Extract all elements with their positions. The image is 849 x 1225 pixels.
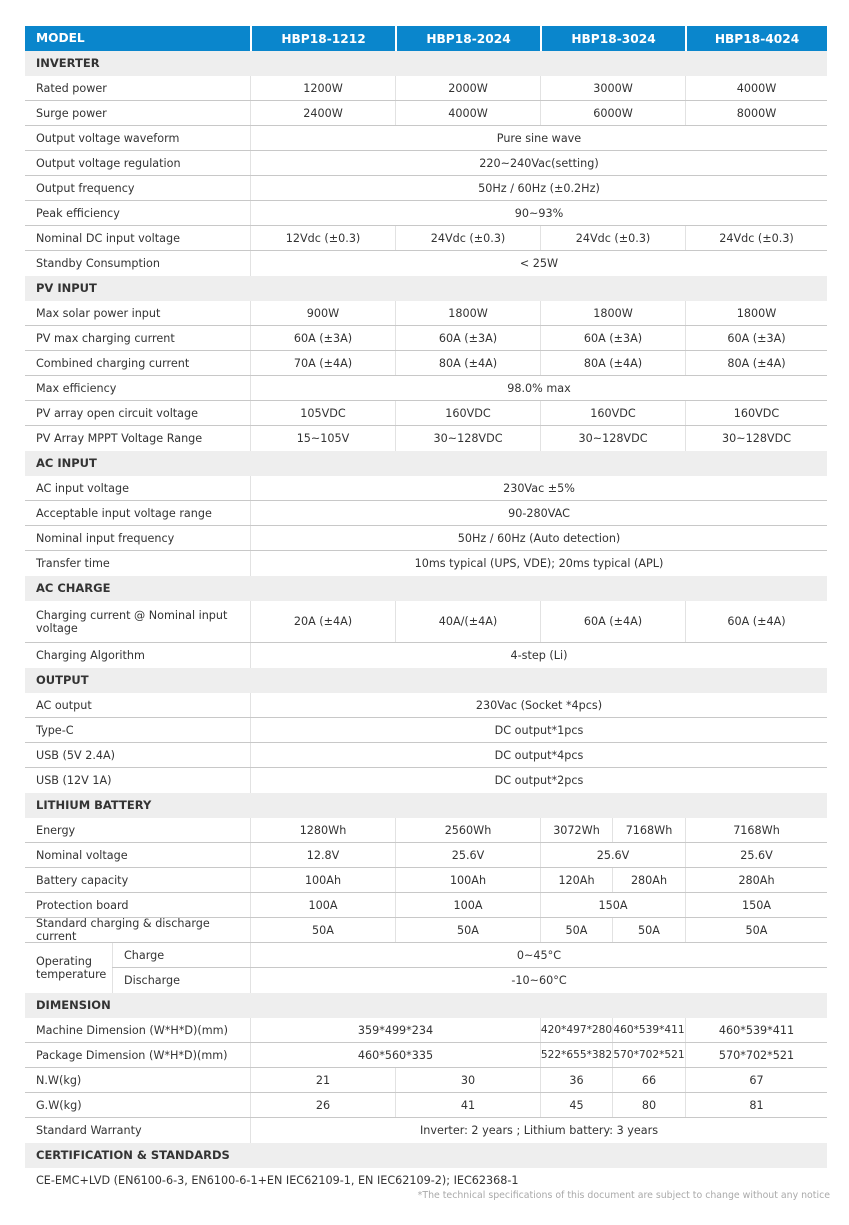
- cell-value: 522*655*382: [540, 1043, 612, 1067]
- cell-value: 100A: [395, 893, 540, 917]
- certification-text: CE-EMC+LVD (EN6100-6-3, EN6100-6-1+EN IEC62109-1, EN IEC62109-2); IEC62368-1: [36, 1174, 519, 1187]
- cell-value: DC output*2pcs: [250, 768, 827, 793]
- cell-value: 220~240Vac(setting): [250, 151, 827, 175]
- cell-value: 105VDC: [250, 401, 395, 425]
- cell-value: 100Ah: [395, 868, 540, 892]
- row-label: PV Array MPPT Voltage Range: [36, 432, 203, 445]
- model-header: MODEL: [36, 31, 85, 45]
- cell-value: 100Ah: [250, 868, 395, 892]
- cell-value: 98.0% max: [250, 376, 827, 400]
- cell-value: 4000W: [395, 101, 540, 125]
- cell-value: 420*497*280: [540, 1018, 612, 1042]
- table-row: [25, 718, 827, 743]
- cell-value: 7168Wh: [685, 818, 827, 842]
- table-row: [25, 476, 827, 501]
- cell-value: 70A (±4A): [250, 351, 395, 375]
- cell-value: 80: [612, 1093, 685, 1117]
- spec-table: [25, 26, 827, 1193]
- cell-value: 50A: [685, 918, 827, 942]
- cell-value: 160VDC: [395, 401, 540, 425]
- cell-value: 359*499*234: [250, 1018, 540, 1042]
- table-row: [25, 918, 827, 943]
- cell-value: 30~128VDC: [540, 426, 685, 451]
- table-row: [25, 1068, 827, 1093]
- cell-value: 26: [250, 1093, 395, 1117]
- row-label: Standard charging & discharge current: [36, 917, 210, 943]
- cell-value: 50A: [540, 918, 612, 942]
- cell-value: 160VDC: [540, 401, 685, 425]
- cell-value: 80A (±4A): [395, 351, 540, 375]
- section-lithium-battery: [25, 793, 827, 818]
- cell-value: 230Vac ±5%: [250, 476, 827, 500]
- cell-value: Inverter: 2 years ; Lithium battery: 3 years: [250, 1118, 827, 1143]
- cell-value: 3000W: [540, 76, 685, 100]
- table-row: [25, 376, 827, 401]
- section-title: OUTPUT: [36, 673, 89, 687]
- row-label: Operating temperature: [36, 955, 107, 981]
- cell-value: 8000W: [685, 101, 827, 125]
- cell-value: 60A (±3A): [395, 326, 540, 350]
- row-label: PV array open circuit voltage: [36, 406, 199, 420]
- cell-value: 230Vac (Socket *4pcs): [250, 693, 827, 717]
- cell-value: 30~128VDC: [685, 426, 827, 451]
- section-title: INVERTER: [36, 56, 100, 70]
- row-label: Max efficiency: [36, 381, 117, 395]
- section-title: AC INPUT: [36, 456, 97, 470]
- table-row: [25, 843, 827, 868]
- row-label: G.W(kg): [36, 1098, 82, 1112]
- table-row: [25, 1043, 827, 1068]
- table-row: [25, 693, 827, 718]
- section-title: LITHIUM BATTERY: [36, 798, 152, 812]
- table-row: [25, 818, 827, 843]
- cell-value: 25.6V: [685, 843, 827, 867]
- table-row: [25, 893, 827, 918]
- row-label: USB (12V 1A): [36, 774, 112, 787]
- row-label: Transfer time: [36, 557, 110, 570]
- row-label: Nominal DC input voltage: [36, 231, 180, 245]
- cell-value: 1280Wh: [250, 818, 395, 842]
- cell-value: 160VDC: [685, 401, 827, 425]
- section-title: CERTIFICATION & STANDARDS: [36, 1148, 230, 1162]
- row-sublabel: Discharge: [112, 968, 250, 993]
- row-label: Rated power: [36, 81, 107, 95]
- cell-value: 60A (±3A): [250, 326, 395, 350]
- operating-temperature-group: [25, 943, 827, 993]
- cell-value: 150A: [685, 893, 827, 917]
- cell-value: 90-280VAC: [250, 501, 827, 525]
- row-label: Battery capacity: [36, 873, 129, 887]
- row-label: AC input voltage: [36, 481, 129, 495]
- cell-value: 150A: [540, 893, 685, 917]
- cell-value: 60A (±4A): [685, 601, 827, 642]
- table-row: [25, 176, 827, 201]
- table-row: [25, 743, 827, 768]
- cell-value: 460*539*411: [612, 1018, 685, 1042]
- cell-value: 41: [395, 1093, 540, 1117]
- row-label: Machine Dimension (W*H*D)(mm): [36, 1023, 228, 1037]
- row-label: Type-C: [36, 723, 74, 737]
- cell-value: 1800W: [395, 301, 540, 325]
- cell-value: 50A: [250, 918, 395, 942]
- footnote: *The technical specifications of this document are subject to change without any notice: [417, 1190, 830, 1201]
- cell-value: 45: [540, 1093, 612, 1117]
- model-1212: HBP18-1212: [250, 26, 395, 51]
- section-title: PV INPUT: [36, 281, 97, 295]
- cell-value: 570*702*521: [612, 1043, 685, 1067]
- section-title: DIMENSION: [36, 998, 111, 1012]
- cell-value: 30: [395, 1068, 540, 1092]
- row-label: Package Dimension (W*H*D)(mm): [36, 1048, 228, 1062]
- row-label: Charging Algorithm: [36, 649, 145, 662]
- cell-value: DC output*1pcs: [250, 718, 827, 742]
- table-row: [25, 551, 827, 576]
- cell-value: 25.6V: [395, 843, 540, 867]
- row-label: Output frequency: [36, 181, 135, 195]
- row-label: Output voltage regulation: [36, 156, 181, 170]
- cell-value: 2400W: [250, 101, 395, 125]
- table-row: [25, 101, 827, 126]
- cell-value: 24Vdc (±0.3): [685, 226, 827, 250]
- row-label: Peak efficiency: [36, 206, 120, 220]
- table-row: [25, 526, 827, 551]
- section-output: [25, 668, 827, 693]
- cell-value: 66: [612, 1068, 685, 1092]
- table-row: [25, 1093, 827, 1118]
- row-sublabel: Charge: [112, 943, 250, 967]
- section-ac-input: [25, 451, 827, 476]
- table-row: [25, 501, 827, 526]
- cell-value: 80A (±4A): [685, 351, 827, 375]
- cell-value: 12.8V: [250, 843, 395, 867]
- section-pv-input: [25, 276, 827, 301]
- cell-value: 570*702*521: [685, 1043, 827, 1067]
- cell-value: 4-step (Li): [250, 643, 827, 668]
- cell-value: -10~60°C: [250, 968, 827, 993]
- table-row: [25, 643, 827, 668]
- cell-value: 120Ah: [540, 868, 612, 892]
- cell-value: 50A: [612, 918, 685, 942]
- row-label: Surge power: [36, 106, 107, 120]
- cell-value: 100A: [250, 893, 395, 917]
- row-label: AC output: [36, 698, 92, 712]
- table-row: [25, 226, 827, 251]
- cell-value: 0~45°C: [250, 943, 827, 967]
- table-row: [25, 351, 827, 376]
- cell-value: 21: [250, 1068, 395, 1092]
- row-label: Standby Consumption: [36, 257, 160, 270]
- cell-value: 900W: [250, 301, 395, 325]
- table-row: [25, 201, 827, 226]
- table-row: [25, 768, 827, 793]
- row-label: Max solar power input: [36, 306, 161, 320]
- cell-value: 10ms typical (UPS, VDE); 20ms typical (APL): [250, 551, 827, 576]
- cell-value: 40A/(±4A): [395, 601, 540, 642]
- cell-value: 36: [540, 1068, 612, 1092]
- table-row: [112, 968, 827, 993]
- row-label: Nominal voltage: [36, 848, 128, 862]
- model-4024: HBP18-4024: [685, 26, 827, 51]
- cell-value: 24Vdc (±0.3): [395, 226, 540, 250]
- cell-value: 4000W: [685, 76, 827, 100]
- cell-value: 2560Wh: [395, 818, 540, 842]
- cell-value: 81: [685, 1093, 827, 1117]
- table-row: [25, 126, 827, 151]
- row-label: Protection board: [36, 898, 129, 912]
- table-row: [25, 251, 827, 276]
- row-label: PV max charging current: [36, 331, 175, 345]
- cell-value: 50Hz / 60Hz (Auto detection): [250, 526, 827, 550]
- cell-value: 280Ah: [685, 868, 827, 892]
- cell-value: 20A (±4A): [250, 601, 395, 642]
- cell-value: 30~128VDC: [395, 426, 540, 451]
- cell-value: 2000W: [395, 76, 540, 100]
- row-label: Combined charging current: [36, 356, 190, 370]
- section-inverter: [25, 51, 827, 76]
- cell-value: 460*560*335: [250, 1043, 540, 1067]
- row-label: Output voltage waveform: [36, 131, 180, 145]
- cell-value: 80A (±4A): [540, 351, 685, 375]
- table-row: [25, 151, 827, 176]
- row-label: Acceptable input voltage range: [36, 506, 212, 520]
- cell-value: DC output*4pcs: [250, 743, 827, 767]
- cell-value: 7168Wh: [612, 818, 685, 842]
- cell-value: 460*539*411: [685, 1018, 827, 1042]
- table-row: [25, 301, 827, 326]
- table-row: [25, 326, 827, 351]
- row-label: Charging current @ Nominal input voltage: [36, 608, 228, 635]
- cell-value: 50Hz / 60Hz (±0.2Hz): [250, 176, 827, 200]
- model-3024: HBP18-3024: [540, 26, 685, 51]
- section-title: AC CHARGE: [36, 581, 111, 595]
- row-label: Energy: [36, 823, 76, 837]
- cell-value: 1800W: [685, 301, 827, 325]
- cell-value: 25.6V: [540, 843, 685, 867]
- row-label: USB (5V 2.4A): [36, 748, 116, 762]
- row-label: Nominal input frequency: [36, 531, 175, 545]
- cell-value: < 25W: [250, 251, 827, 276]
- cell-value: 15~105V: [250, 426, 395, 451]
- cell-value: 24Vdc (±0.3): [540, 226, 685, 250]
- cell-value: 6000W: [540, 101, 685, 125]
- cell-value: 90~93%: [250, 201, 827, 225]
- cell-value: 60A (±3A): [540, 326, 685, 350]
- table-row: [25, 401, 827, 426]
- row-label: N.W(kg): [36, 1073, 82, 1087]
- cell-value: 50A: [395, 918, 540, 942]
- table-row: [25, 868, 827, 893]
- model-2024: HBP18-2024: [395, 26, 540, 51]
- table-row: [25, 426, 827, 451]
- cell-value: 1800W: [540, 301, 685, 325]
- cell-value: 3072Wh: [540, 818, 612, 842]
- table-row: [112, 943, 827, 968]
- cell-value: 60A (±4A): [540, 601, 685, 642]
- section-dimension: [25, 993, 827, 1018]
- table-row: [25, 601, 827, 643]
- cell-value: 67: [685, 1068, 827, 1092]
- section-ac-charge: [25, 576, 827, 601]
- cell-value: 280Ah: [612, 868, 685, 892]
- cell-value: 12Vdc (±0.3): [250, 226, 395, 250]
- table-row: [25, 76, 827, 101]
- table-row: [25, 1118, 827, 1143]
- table-row: [25, 1018, 827, 1043]
- section-certification: [25, 1143, 827, 1168]
- cell-value: 1200W: [250, 76, 395, 100]
- row-label: Standard Warranty: [36, 1124, 142, 1137]
- table-header: [25, 26, 827, 51]
- cell-value: 60A (±3A): [685, 326, 827, 350]
- cell-value: Pure sine wave: [250, 126, 827, 150]
